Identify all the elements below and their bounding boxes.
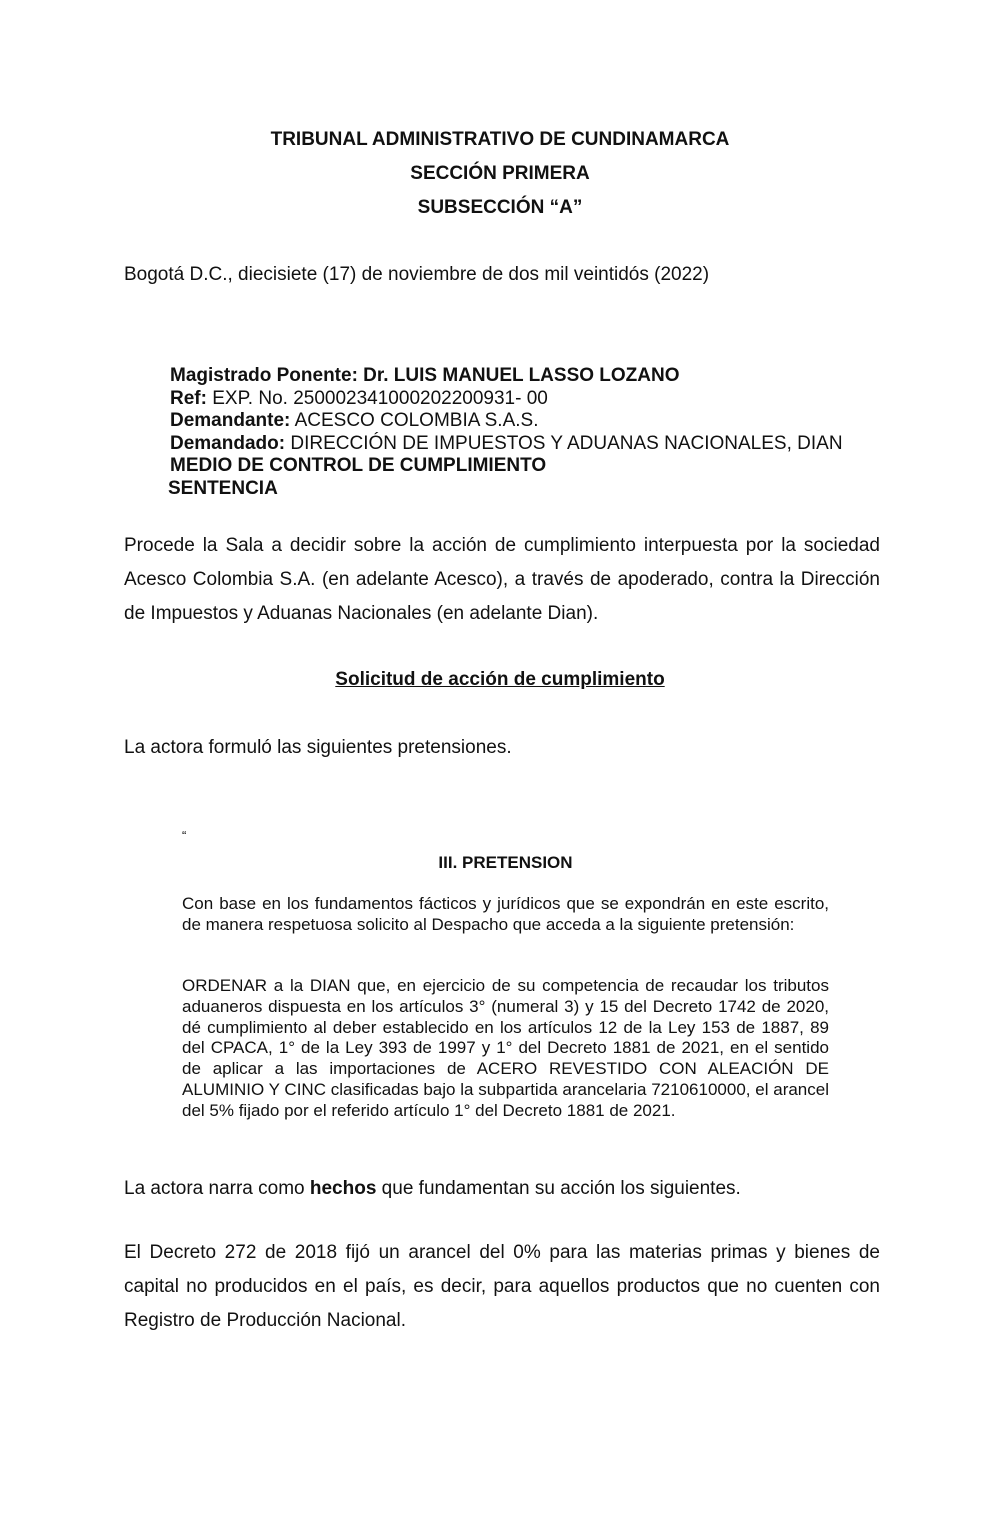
document-date: Bogotá D.C., diecisiete (17) de noviembre de dos mil veintidós (2022) bbox=[124, 264, 710, 285]
ref-line bbox=[170, 388, 843, 411]
defendant-value: DIRECCIÓN DE IMPUESTOS Y ADUANAS NACIONALES, DIAN bbox=[285, 432, 843, 454]
quote-title: III. PRETENSION bbox=[438, 853, 573, 872]
claims-intro: La actora formuló las siguientes pretensiones. bbox=[124, 737, 512, 758]
case-details bbox=[170, 365, 843, 500]
facts-intro bbox=[124, 1172, 880, 1206]
defendant-line bbox=[170, 433, 843, 456]
facts-intro-bold: hechos bbox=[309, 1178, 377, 1199]
court-name: TRIBUNAL ADMINISTRATIVO DE CUNDINAMARCA bbox=[270, 129, 730, 150]
intro-paragraph: Procede la Sala a decidir sobre la acción de cumplimiento interpuesta por la sociedad Acesco Colombia S.A. (en adelante Acesco), a través de apoderado, contra la Dirección de Impuestos y Aduanas Nacionales (en adelante Dian). bbox=[124, 535, 880, 624]
facts-paragraph: El Decreto 272 de 2018 fijó un arancel del 0% para las materias primas y bienes de capital no producidos en el país, es decir, para aquellos productos que no cuenten con Registro de Producción Nacional. bbox=[124, 1242, 880, 1331]
plaintiff-value: ACESCO COLOMBIA S.A.S. bbox=[290, 410, 539, 431]
magistrate-line: Magistrado Ponente: Dr. LUIS MANUEL LASSO LOZANO bbox=[170, 365, 680, 386]
plaintiff-line bbox=[170, 410, 843, 433]
ref-value: EXP. No. 250002341000202200931- 00 bbox=[206, 387, 548, 409]
plaintiff-label: Demandante: bbox=[170, 410, 291, 431]
quote-open-mark: “ bbox=[182, 828, 187, 843]
document-type: SENTENCIA bbox=[168, 477, 278, 499]
control-line: MEDIO DE CONTROL DE CUMPLIMIENTO bbox=[170, 455, 547, 476]
ref-label: Ref: bbox=[170, 387, 207, 409]
section-heading-text: Solicitud de acción de cumplimiento bbox=[335, 669, 665, 690]
facts-intro-after: que fundamentan su acción los siguientes. bbox=[376, 1178, 741, 1199]
defendant-label: Demandado: bbox=[170, 432, 286, 454]
subsection-name: SUBSECCIÓN “A” bbox=[417, 197, 583, 218]
section-heading bbox=[0, 668, 1000, 692]
section-name: SECCIÓN PRIMERA bbox=[410, 163, 590, 184]
quote-paragraph-1: Con base en los fundamentos fácticos y jurídicos que se expondrán en este escrito, de manera respetuosa solicito al Despacho que acceda a la siguiente pretensión: bbox=[182, 894, 829, 934]
quote-paragraph-2: ORDENAR a la DIAN que, en ejercicio de su competencia de recaudar los tributos aduaneros dispuesta en los artículos 3° (numeral 3) y 15 del Decreto 1742 de 2020, dé cumplimiento al deber establecido en los artículos 12 de la Ley 153 de 1887, 89 del CPACA, 1° de la Ley 393 de 1997 y 1° del Decreto 1881 de 2021, en el sentido de aplicar a las importaciones de ACERO REVESTIDO CON ALEACIÓN DE ALUMINIO Y CINC clasificadas bajo la subpartida arancelaria 7210610000, el arancel del 5% fijado por el referido artículo 1° del Decreto 1881 de 2021. bbox=[182, 976, 829, 1120]
facts-intro-before: La actora narra como bbox=[124, 1178, 310, 1199]
